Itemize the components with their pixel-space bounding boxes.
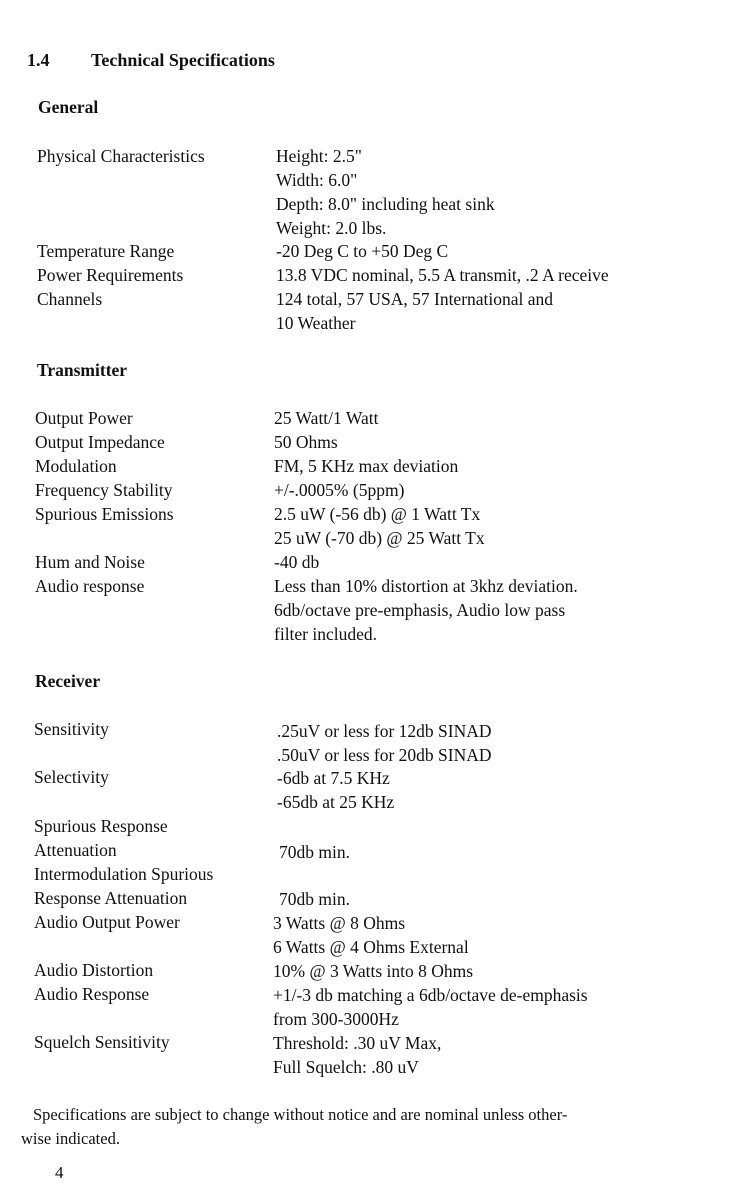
output-impedance-value: 50 Ohms xyxy=(274,432,338,452)
intermodulation-label-line2: Response Attenuation xyxy=(34,888,188,908)
hum-noise-label: Hum and Noise xyxy=(35,552,145,572)
rx-audio-response-value-line2: from 300-3000Hz xyxy=(273,1009,399,1029)
physical-width-value: Width: 6.0" xyxy=(276,170,358,190)
audio-output-power-value-line2: 6 Watts @ 4 Ohms External xyxy=(273,937,469,957)
sensitivity-label: Sensitivity xyxy=(34,719,109,739)
intermodulation-value: 70db min. xyxy=(279,889,350,909)
rx-audio-response-label: Audio Response xyxy=(34,984,150,1004)
modulation-label: Modulation xyxy=(35,456,117,476)
physical-characteristics-label: Physical Characteristics xyxy=(37,146,205,166)
audio-distortion-value: 10% @ 3 Watts into 8 Ohms xyxy=(273,961,474,981)
tx-audio-response-value-line3: filter included. xyxy=(274,624,378,644)
output-power-value: 25 Watt/1 Watt xyxy=(274,408,379,428)
audio-output-power-label: Audio Output Power xyxy=(34,912,180,932)
spurious-response-value: 70db min. xyxy=(279,842,350,862)
frequency-stability-value: +/-.0005% (5ppm) xyxy=(274,480,405,500)
spurious-emissions-value-line1: 2.5 uW (-56 db) @ 1 Watt Tx xyxy=(274,504,481,524)
tx-audio-response-value-line2: 6db/octave pre-emphasis, Audio low pass xyxy=(274,600,566,620)
squelch-value-line2: Full Squelch: .80 uV xyxy=(273,1057,419,1077)
general-heading: General xyxy=(38,97,99,117)
specification-note-line2: wise indicated. xyxy=(21,1129,120,1148)
spurious-response-label-line1: Spurious Response xyxy=(34,816,168,836)
frequency-stability-label: Frequency Stability xyxy=(35,480,173,500)
channels-value-line2: 10 Weather xyxy=(276,313,356,333)
channels-value-line1: 124 total, 57 USA, 57 International and xyxy=(276,289,554,309)
output-power-label: Output Power xyxy=(35,408,133,428)
spurious-response-label-line2: Attenuation xyxy=(34,840,117,860)
selectivity-value-line2: -65db at 25 KHz xyxy=(277,792,395,812)
temperature-range-label: Temperature Range xyxy=(37,241,175,261)
audio-output-power-value-line1: 3 Watts @ 8 Ohms xyxy=(273,913,406,933)
spurious-emissions-value-line2: 25 uW (-70 db) @ 25 Watt Tx xyxy=(274,528,485,548)
transmitter-heading: Transmitter xyxy=(37,360,128,380)
channels-label: Channels xyxy=(37,289,103,309)
sensitivity-value-line1: .25uV or less for 12db SINAD xyxy=(277,721,492,741)
output-impedance-label: Output Impedance xyxy=(35,432,165,452)
audio-distortion-label: Audio Distortion xyxy=(34,960,154,980)
specification-note-line1: Specifications are subject to change without notice and are nominal unless other- xyxy=(33,1105,568,1124)
modulation-value: FM, 5 KHz max deviation xyxy=(274,456,459,476)
rx-audio-response-value-line1: +1/-3 db matching a 6db/octave de-emphasis xyxy=(273,985,588,1005)
power-requirements-value: 13.8 VDC nominal, 5.5 A transmit, .2 A receive xyxy=(276,265,609,285)
physical-depth-value: Depth: 8.0" including heat sink xyxy=(276,194,495,214)
power-requirements-label: Power Requirements xyxy=(37,265,184,285)
squelch-sensitivity-label: Squelch Sensitivity xyxy=(34,1032,170,1052)
selectivity-value-line1: -6db at 7.5 KHz xyxy=(277,768,390,788)
page-number: 4 xyxy=(55,1163,64,1182)
section-title: Technical Specifications xyxy=(91,50,275,70)
tx-audio-response-value-line1: Less than 10% distortion at 3khz deviation. xyxy=(274,576,578,596)
physical-weight-value: Weight: 2.0 lbs. xyxy=(276,218,387,238)
temperature-range-value: -20 Deg C to +50 Deg C xyxy=(276,241,449,261)
tx-audio-response-label: Audio response xyxy=(35,576,145,596)
intermodulation-label-line1: Intermodulation Spurious xyxy=(34,864,214,884)
section-number: 1.4 xyxy=(27,50,50,70)
hum-noise-value: -40 db xyxy=(274,552,320,572)
selectivity-label: Selectivity xyxy=(34,767,109,787)
squelch-value-line1: Threshold: .30 uV Max, xyxy=(273,1033,442,1053)
physical-height-value: Height: 2.5" xyxy=(276,146,362,166)
spurious-emissions-label: Spurious Emissions xyxy=(35,504,174,524)
sensitivity-value-line2: .50uV or less for 20db SINAD xyxy=(277,745,492,765)
receiver-heading: Receiver xyxy=(35,671,101,691)
